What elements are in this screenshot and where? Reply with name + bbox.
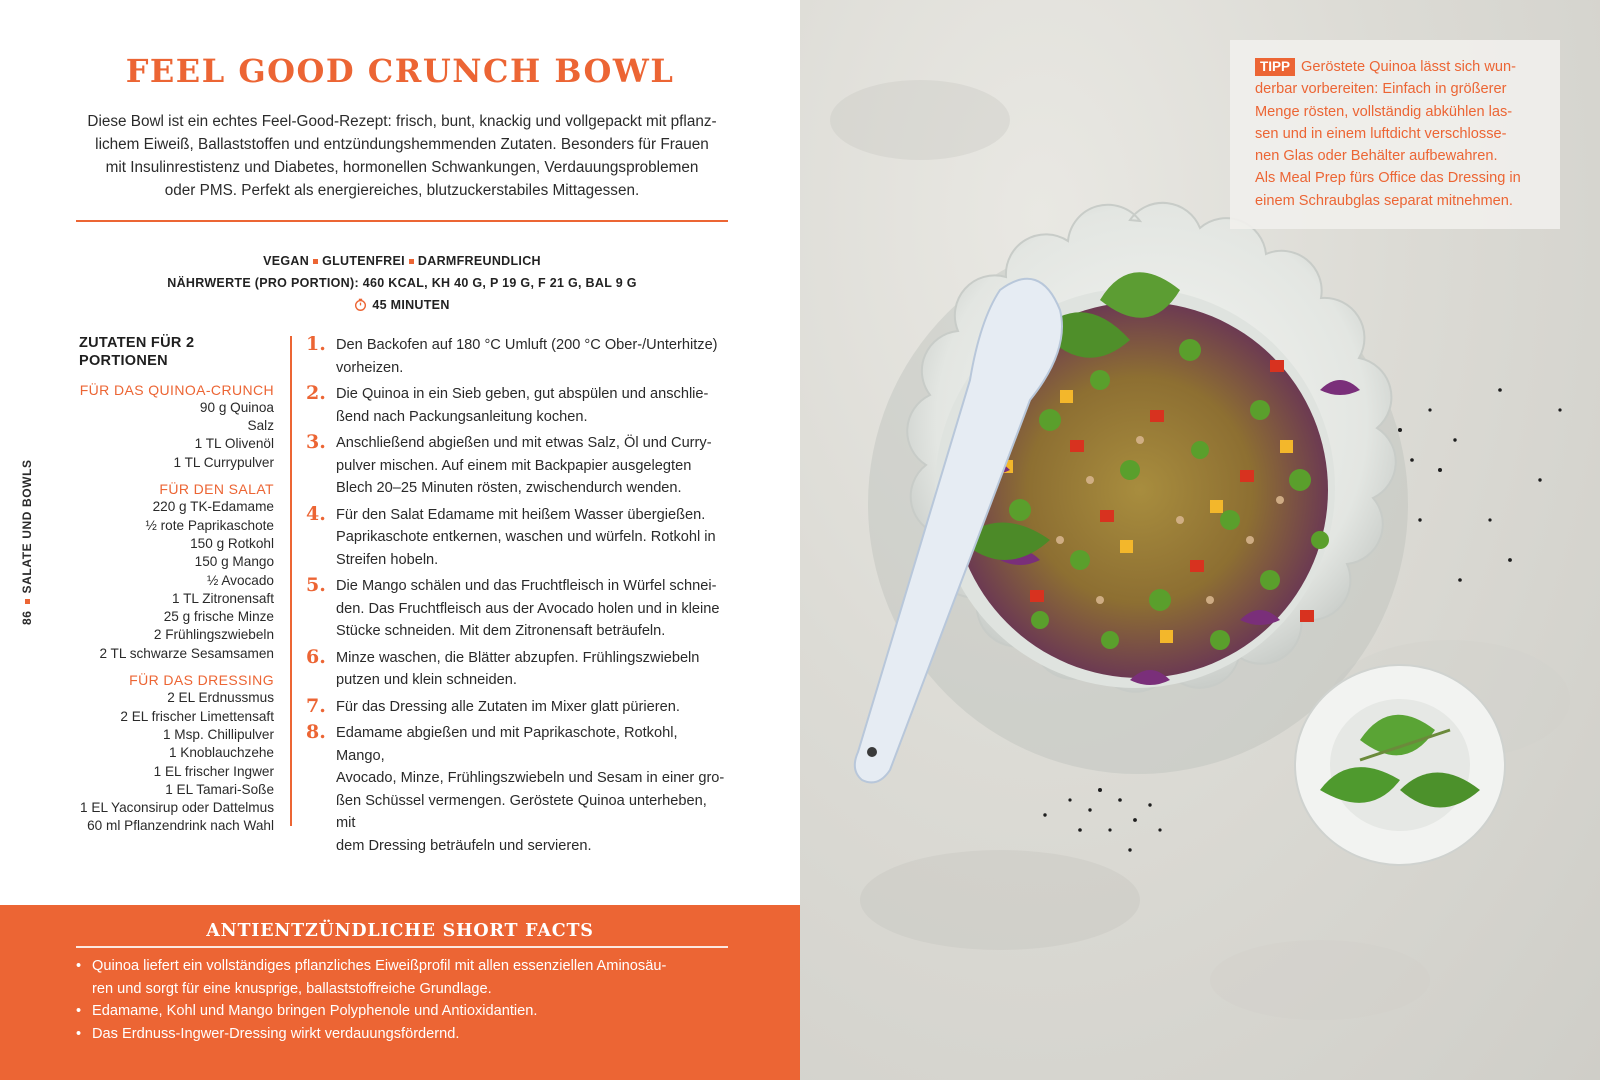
recipe-intro [76,110,728,202]
fact-item [76,1000,736,1023]
ingredient-item: 220 g TK-Edamame [152,499,274,515]
tag-gut-friendly: DARMFREUNDLICH [417,254,541,268]
ingredient-item: 1 EL Tamari-Soße [165,781,274,797]
diet-tags [76,250,728,272]
step-line: Paprikaschote entkernen, waschen und würfeln. Rotkohl in [336,529,716,545]
nutrition-info: NÄHRWERTE (PRO PORTION): 460 KCAL, KH 40 G, P 19 G, F 21 G, BAL 9 G [167,276,637,290]
step-line: ßen Schüssel vermengen. Geröstete Quinoa unterheben, mit [336,792,707,831]
fact-line: Edamame, Kohl und Mango bringen Polyphenole und Antioxidantien. [92,1003,538,1019]
ingredient-group-title: FÜR DAS QUINOA-CRUNCH [79,381,274,398]
step-line: Stücke schneiden. Mit dem Zitronensaft beträufeln. [336,623,666,639]
step-number: 3. [306,431,326,453]
ingredient-item: 2 Frühlingszwiebeln [153,627,274,643]
step-line: Anschließend abgießen und mit etwas Salz, Öl und Curry- [336,435,712,451]
divider [76,220,728,222]
page-number: 86 [20,610,34,625]
tip-badge: TIPP [1255,58,1295,76]
step-number: 1. [306,333,326,355]
label-separator [25,599,30,604]
step-line: Streifen hobeln. [336,551,439,568]
step-number: 5. [306,574,326,596]
prep-time-label: 45 MINUTEN [372,298,450,312]
ingredient-item: 2 EL frischer Limettensaft [120,708,274,724]
short-facts-box [0,905,800,1080]
right-page [800,0,1600,1080]
step-line: Minze waschen, die Blätter abzupfen. Frühlingszwiebeln [336,649,700,666]
fact-item [76,955,736,1000]
instruction-step [306,575,730,643]
step-number: 7. [306,694,326,717]
step-line: Für das Dressing alle Zutaten im Mixer glatt pürieren. [336,698,680,715]
step-line: Für den Salat Edamame mit heißem Wasser übergießen. [336,506,706,523]
step-number: 6. [306,645,326,668]
fact-line: Quinoa liefert ein vollständiges pflanzliches Eiweißprofil mit allen essenziellen Aminosäu- [92,958,667,974]
ingredient-item: ½ rote Paprikaschote [145,517,274,533]
prep-time [76,294,728,316]
instruction-step [306,504,730,572]
ingredient-item: 1 TL Olivenöl [194,436,274,452]
ingredient-item: 1 TL Zitronensaft [171,590,274,606]
tag-glutenfree: GLUTENFREI [322,254,405,268]
instruction-step [306,647,730,692]
ingredients-list [70,334,274,836]
ingredient-item: 1 EL Yaconsirup oder Dattelmus [80,800,274,816]
steps-divider [290,336,292,826]
short-facts-title: ANTIENTZÜNDLICHE SHORT FACTS [206,921,594,941]
tip-line: Geröstete Quinoa lässt sich wun- [1301,59,1516,75]
ingredients-heading: ZUTATEN FÜR 2 PORTIONEN [79,335,195,370]
ingredient-item: ½ Avocado [206,572,274,588]
intro-line: mit Insulinrestistenz und Diabetes, hormonellen Schwankungen, Verdauungsproblemen [105,159,699,176]
recipe-meta [76,250,728,316]
instruction-step [306,696,730,719]
tip-line: einem Schraubglas separat mitnehmen. [1255,192,1513,209]
instruction-step [306,722,730,857]
instruction-step [306,383,730,428]
ingredient-item: 1 Knoblauchzehe [168,745,274,761]
side-bowl [1295,665,1505,865]
step-line: Den Backofen auf 180 °C Umluft (200 °C Ober-/Unterhitze) [336,337,718,353]
fact-item [76,1023,736,1046]
ingredient-item: 2 TL schwarze Sesamsamen [99,645,274,661]
step-line: ßend nach Packungsanleitung kochen. [336,408,588,425]
ingredient-item: 2 EL Erdnussmus [167,690,274,706]
short-facts-list [76,955,736,1045]
instruction-step [306,334,730,379]
tip-line: nen Glas oder Behälter aufbewahren. [1255,148,1498,165]
short-facts-divider [76,946,728,948]
step-line: vorheizen. [336,359,404,376]
tip-line: derbar vorbereiten: Einfach in größerer [1255,81,1507,98]
ingredient-item: 150 g Mango [194,554,274,570]
ingredient-item: 1 TL Currypulver [173,454,274,470]
step-line: Edamame abgießen und mit Paprikaschote, Rotkohl, Mango, [336,725,678,764]
ingredient-item: Salz [247,418,274,434]
ingredient-item: 1 EL frischer Ingwer [153,763,274,779]
step-line: Avocado, Minze, Frühlingszwiebeln und Sesam in einer gro- [336,770,725,786]
step-line: den. Das Fruchtfleisch aus der Avocado holen und in kleine [336,600,720,617]
step-line: Blech 20–25 Minuten rösten, zwischendurch wenden. [336,480,682,496]
step-line: Die Mango schälen und das Fruchtfleisch in Würfel schnei- [336,578,717,594]
intro-line: Diese Bowl ist ein echtes Feel-Good-Rezept: frisch, bunt, knackig und vollgepackt mit pflanz- [87,113,717,130]
tip-line: Menge rösten, vollständig abkühlen las- [1255,103,1513,120]
ingredient-item: 60 ml Pflanzendrink nach Wahl [87,818,274,834]
fact-line: ren und sorgt für eine knusprige, ballaststoffreiche Grundlage. [92,980,492,997]
tip-line: Als Meal Prep fürs Office das Dressing in [1255,170,1521,187]
stopwatch-icon [354,298,367,311]
intro-line: lichem Eiweiß, Ballaststoffen und entzündungshemmenden Zutaten. Besonders für Frauen [95,136,709,153]
intro-line: oder PMS. Perfekt als energiereiches, blutzuckerstabiles Mittagessen. [164,182,640,199]
ingredient-group-title: FÜR DAS DRESSING [129,672,274,689]
ingredient-item: 1 Msp. Chillipulver [162,726,274,742]
tip-box [1230,40,1560,229]
ingredient-item: 25 g frische Minze [163,609,274,625]
step-number: 8. [306,721,326,743]
ingredient-item: 90 g Quinoa [199,399,274,415]
page-side-label [20,459,34,625]
recipe-title: FEEL GOOD CRUNCH BOWL [125,52,675,90]
step-line: Die Quinoa in ein Sieb geben, gut abspülen und anschlie- [336,386,709,402]
instruction-step [306,432,730,500]
tip-line: sen und in einem luftdicht verschlosse- [1255,125,1507,142]
tag-separator [409,259,414,264]
section-name: SALATE UND BOWLS [20,459,34,594]
step-line: pulver mischen. Auf einem mit Backpapier ausgelegten [336,457,692,474]
tag-vegan: VEGAN [263,254,310,268]
step-line: putzen und klein schneiden. [336,672,517,688]
fact-line: Das Erdnuss-Ingwer-Dressing wirkt verdauungsfördernd. [92,1025,460,1042]
instructions-list [306,334,730,861]
tag-separator [313,259,318,264]
tip-text [1255,56,1540,212]
ingredient-group-title: FÜR DEN SALAT [159,481,274,498]
ingredient-item: 150 g Rotkohl [190,535,274,551]
step-number: 2. [306,382,326,404]
step-number: 4. [306,502,326,525]
step-line: dem Dressing beträufeln und servieren. [336,837,592,854]
